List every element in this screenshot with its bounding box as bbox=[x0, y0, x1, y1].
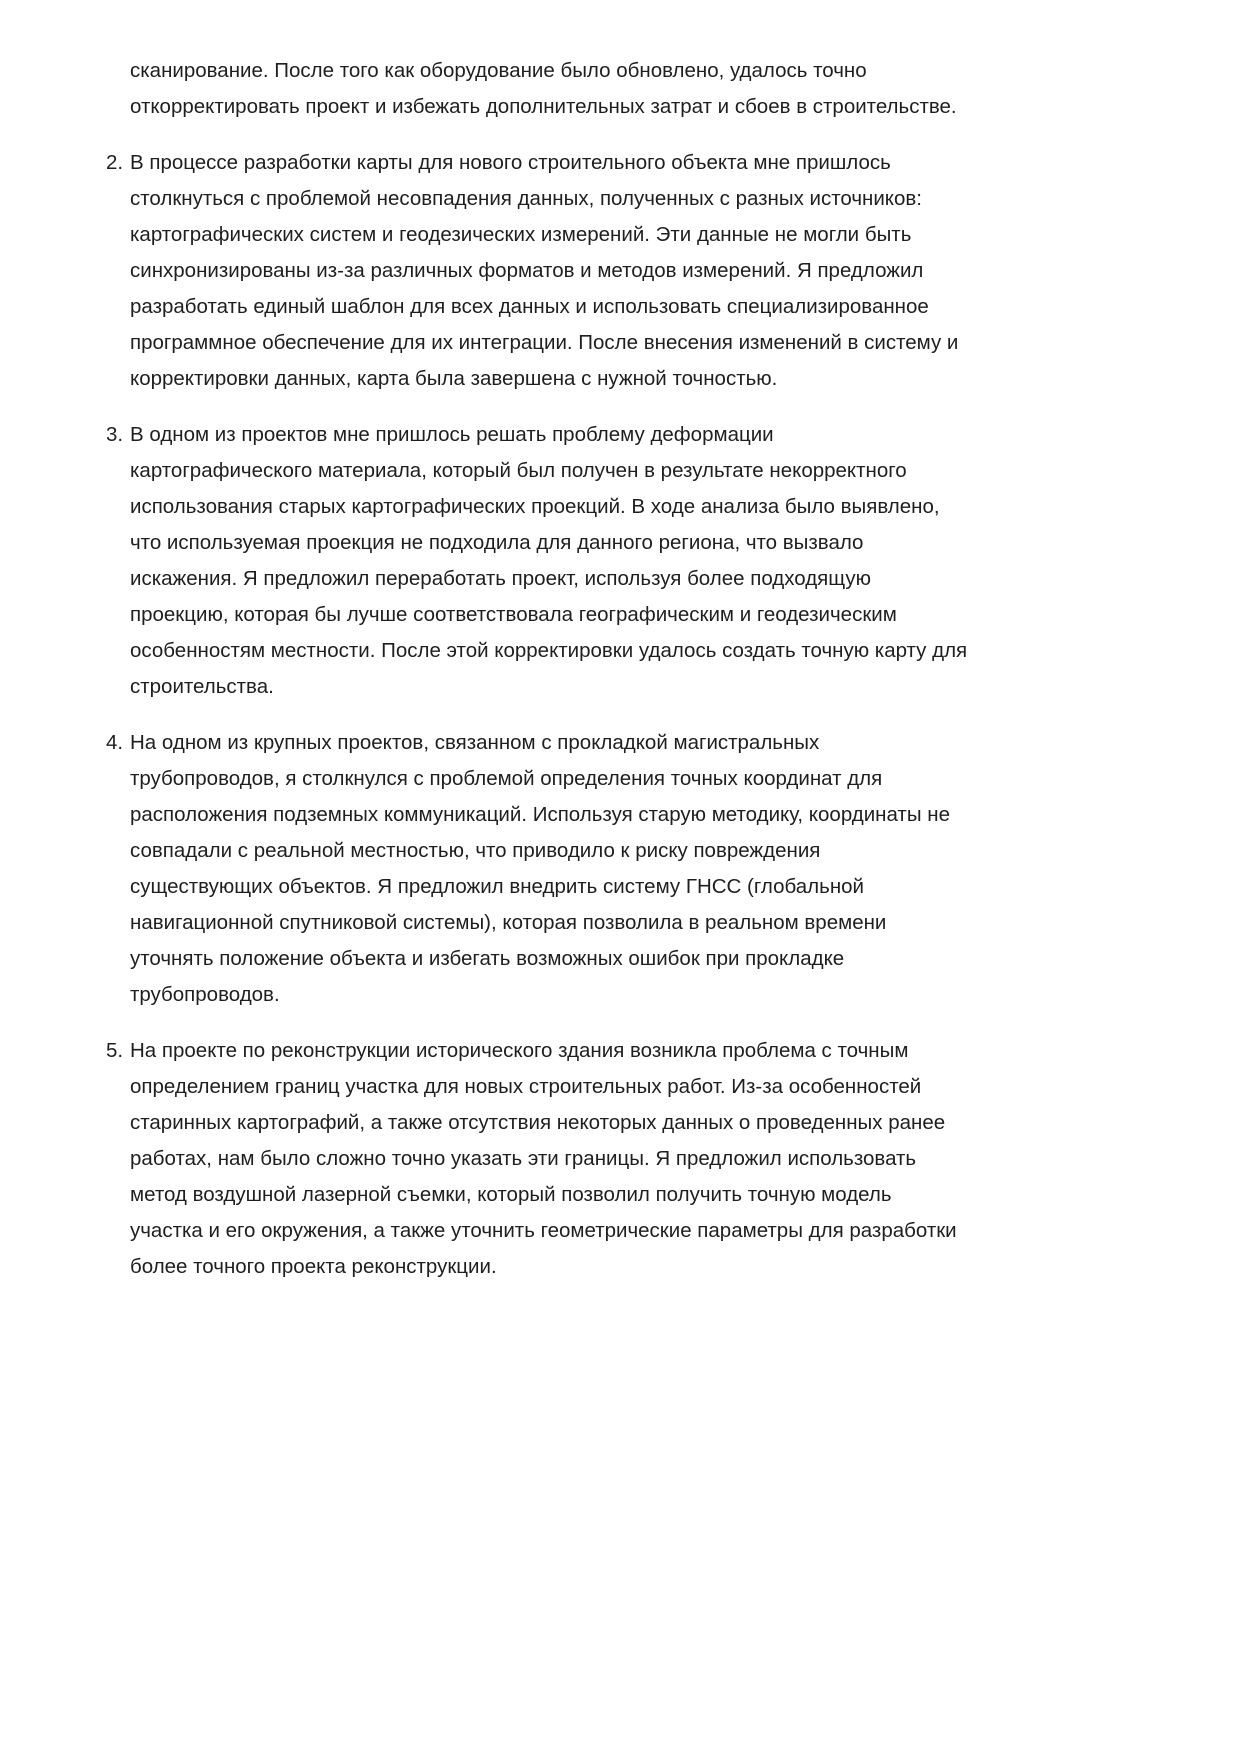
list-item bbox=[0, 53, 1239, 125]
text-line: что используемая проекция не подходила для данного региона, что вызвало bbox=[130, 531, 864, 554]
text-line: строительства. bbox=[130, 675, 274, 698]
list-item bbox=[0, 725, 1239, 1013]
text-line: На одном из крупных проектов, связанном с прокладкой магистральных bbox=[130, 731, 820, 754]
text-line: старинных картографий, а также отсутствия некоторых данных о проведенных ранее bbox=[130, 1111, 946, 1134]
text-line: участка и его окружения, а также уточнить геометрические параметры для разработки bbox=[130, 1219, 957, 1242]
text-line: программное обеспечение для их интеграции. После внесения изменений в систему и bbox=[130, 331, 959, 354]
text-line: особенностям местности. После этой корректировки удалось создать точную карту для bbox=[130, 639, 968, 662]
text-line: столкнуться с проблемой несовпадения данных, полученных с разных источников: bbox=[130, 187, 922, 210]
text-line: В одном из проектов мне пришлось решать проблему деформации bbox=[130, 423, 774, 446]
list-item bbox=[0, 1033, 1239, 1285]
text-line: существующих объектов. Я предложил внедрить систему ГНСС (глобальной bbox=[130, 875, 864, 898]
text-line: использования старых картографических проекций. В ходе анализа было выявлено, bbox=[130, 495, 940, 518]
list-item-number: 2. bbox=[106, 151, 124, 174]
text-line: откорректировать проект и избежать дополнительных затрат и сбоев в строительстве. bbox=[130, 95, 957, 118]
list-item-number: 4. bbox=[106, 731, 124, 754]
list-item bbox=[0, 145, 1239, 397]
text-line: синхронизированы из-за различных форматов и методов измерений. Я предложил bbox=[130, 259, 924, 282]
text-line: корректировки данных, карта была завершена с нужной точностью. bbox=[130, 367, 778, 390]
text-line: навигационной спутниковой системы), которая позволила в реальном времени bbox=[130, 911, 887, 934]
text-line: искажения. Я предложил переработать проект, используя более подходящую bbox=[130, 567, 871, 590]
text-line: трубопроводов. bbox=[130, 983, 280, 1006]
list-item bbox=[0, 417, 1239, 705]
text-line: сканирование. После того как оборудование было обновлено, удалось точно bbox=[130, 59, 867, 82]
document-body bbox=[0, 53, 1239, 1305]
text-line: проекцию, которая бы лучше соответствовала географическим и геодезическим bbox=[130, 603, 897, 626]
list-item-number: 3. bbox=[106, 423, 124, 446]
text-line: расположения подземных коммуникаций. Используя старую методику, координаты не bbox=[130, 803, 950, 826]
text-line: более точного проекта реконструкции. bbox=[130, 1255, 497, 1278]
text-line: уточнять положение объекта и избегать возможных ошибок при прокладке bbox=[130, 947, 845, 970]
text-line: На проекте по реконструкции исторического здания возникла проблема с точным bbox=[130, 1039, 909, 1062]
text-line: совпадали с реальной местностью, что приводило к риску повреждения bbox=[130, 839, 821, 862]
text-line: работах, нам было сложно точно указать эти границы. Я предложил использовать bbox=[130, 1147, 917, 1170]
text-line: определением границ участка для новых строительных работ. Из-за особенностей bbox=[130, 1075, 922, 1098]
text-line: В процессе разработки карты для нового строительного объекта мне пришлось bbox=[130, 151, 891, 174]
text-line: разработать единый шаблон для всех данных и использовать специализированное bbox=[130, 295, 929, 318]
text-line: картографических систем и геодезических измерений. Эти данные не могли быть bbox=[130, 223, 912, 246]
text-line: картографического материала, который был получен в результате некорректного bbox=[130, 459, 907, 482]
list-item-number: 5. bbox=[106, 1039, 124, 1062]
text-line: метод воздушной лазерной съемки, который позволил получить точную модель bbox=[130, 1183, 892, 1206]
text-line: трубопроводов, я столкнулся с проблемой определения точных координат для bbox=[130, 767, 883, 790]
